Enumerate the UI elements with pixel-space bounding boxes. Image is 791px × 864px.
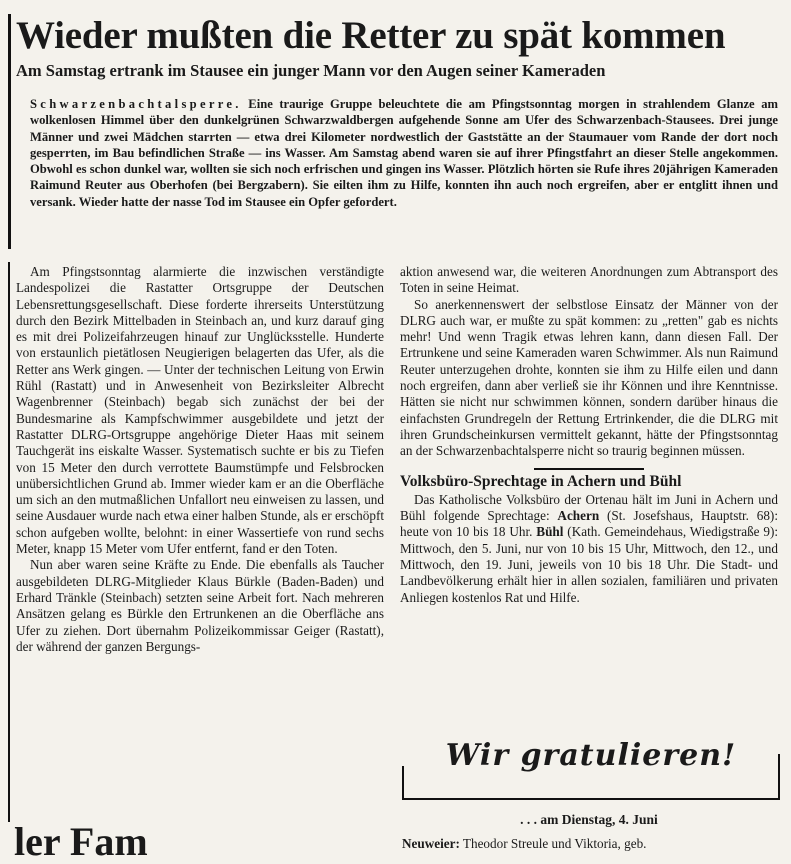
article-column-1	[16, 264, 384, 655]
congrats-place-label: Neuweier:	[402, 836, 460, 851]
notice-text: (St. Josefshaus, Hauptstr. 68): heute von 10 bis 18 Uhr.	[400, 508, 778, 540]
notice-title: Volksbüro-Sprechtage in Achern und Bühl	[400, 472, 682, 490]
congrats-box	[402, 738, 780, 800]
notice-body	[400, 492, 778, 606]
notice-achern-label: Achern	[557, 508, 600, 524]
column-rule-left-lower	[8, 262, 10, 822]
next-article-heading-fragment: ler Fam	[14, 819, 148, 864]
article-headline: Wieder mußten die Retter zu spät kommen	[16, 14, 726, 57]
article-lead	[30, 96, 778, 210]
article-subheadline: Am Samstag ertrank im Stausee ein junger Mann vor den Augen seiner Kameraden	[16, 61, 606, 80]
lead-text: Eine traurige Gruppe beleuchtete die am Pfingstsonntag morgen in strahlendem Glanze am wolkenlosen Himmel über den dunkelgrünen Schwarzwaldbergen aufgehende Sonne am Ufer des Schwarzenbach-Stausees. Drei junge Männer und zwei Mädchen starrten — etwa drei Kilometer nordwestlich der Gaststätte an der Staumauer vom Rande der dort noch gesperrten, im Bau befindlichen Straße — ins Wasser. Am Samstag abend waren sie auf ihrer Pfingstfahrt an dieser Stelle angekommen. Obwohl es schon dunkel war, wollten sie sich noch erfrischen und gingen ins Wasser. Plötzlich hörten sie Rufe ihres 20jährigen Kameraden Raimund Reuter aus Oberhofen (bei Bergzabern). Sie eilten ihm zu Hilfe, konnten ihn auch noch ergreifen, aber er entglitt ihnen und versank. Wieder hatte der nasse Tod im Stausee ein Opfer gefordert.	[30, 97, 778, 209]
congrats-date-line: . . . am Dienstag, 4. Juni	[520, 812, 658, 827]
congrats-entry	[402, 836, 782, 852]
notice-text: (Kath. Gemeindehaus, Wiedigstraße 9): Mittwoch, den 5. Juni, nur von 10 bis 15 Uhr, Mittwoch, den 12., und Mittwoch, den 19. Juni, jeweils von 10 bis 18 Uhr. Die Stadt- und Landbevölkerung erhält hier in allen sozialen, familiären und privaten Anliegen kostenlos Rat und Hilfe.	[400, 524, 779, 605]
article-paragraph: aktion anwesend war, die weiteren Anordnungen zum Abtransport des Toten in seine Heimat.	[400, 264, 778, 296]
column-rule-left	[8, 14, 11, 249]
notice-text: Das Katholische Volksbüro der Ortenau hält im Juni in Achern und Bühl folgende Sprechtage:	[400, 491, 778, 524]
article-paragraph: Am Pfingstsonntag alarmierte die inzwischen verständigte Landespolizei die Rastatter Ortsgruppe der Deutschen Lebensrettungsgesellschaft. Diese forderte ihrerseits Unterstützung durch den Bezirk Mittelbaden in Steinbach an, und kurz darauf ging es mit drei Polizeifahrzeugen hinauf zur Unglücksstelle. Hunderte von erstaunlich pietätlosen Neugierigen belagerten das Ufer, als die Retter ans Werk gingen. — Unter der technischen Leitung von Erwin Rühl (Rastatt) und in Anwesenheit von Bezirksleiter Albrecht Wagenbrenner (Steinbach) begab sich zunächst der bei der Bundesmarine als Kampfschwimmer ausgebildete und jetzt der Rastatter DLRG-Ortsgruppe angehörige Dieter Haas mit seinem Tauchgerät ins eiskalte Wasser. Systematisch suchte er bis zu Tiefen von 15 Meter den durch verrottete Baumstümpfe und Felsbrocken unübersichtlichen Grund ab. Immer wieder kam er an die Oberfläche um sich an den mutmaßlichen Unfallort neu einweisen zu lassen, und seine Ausdauer wurde nach etwa einer halben Stunde, als er erschöpft schon aufgeben wollte, belohnt: in einer Wassertiefe von rund sechs Meter, knapp 15 Meter vom Ufer entfernt, fand er den Toten.	[16, 264, 385, 557]
section-divider	[534, 468, 644, 470]
congrats-entry-text: Theodor Streule und Viktoria, geb.	[462, 836, 647, 851]
article-paragraph: So anerkennenswert der selbstlose Einsatz der Männer von der DLRG auch war, er mußte zu spät kommen: zu „retten" gab es nichts mehr! Und wenn Tragik etwas lehren kann, dann diesen Fall. Der Ertrunkene und seine Kameraden waren Schwimmer. Als nun Raimund Reuter unterzugehen drohte, konnten sie ihm zu Hilfe eilen und dann noch ergreifen, dann aber verließ sie ihr Können und ihre Kenntnisse. Hätten sie nicht nur schwimmen können, sondern darüber hinaus die einfachsten Grundregeln der Rettung Ertrinkender, die die DLRG mit ihren Grundscheinkursen vermittelt gekannt, hätte der Pfingstsonntag an der Schwarzenbachtalsperre nicht so traurig beginnen müssen.	[400, 296, 778, 459]
article-column-2	[400, 264, 778, 606]
lead-place: Schwarzenbachtalsperre.	[30, 97, 242, 111]
congrats-title: Wir gratulieren!	[445, 738, 737, 773]
article-paragraph: Nun aber waren seine Kräfte zu Ende. Die ebenfalls als Taucher ausgebildeten DLRG-Mitglieder Klaus Bürkle (Baden-Baden) und Erhard Tränkle (Steinbach) setzten seine Arbeit fort. Nach mehreren Ansätzen gelang es Bürkle den Ertrunkenen an die Oberfläche ans Ufer zu ziehen. Dort übernahm Polizeikommissar Geiger (Rastatt), der während der ganzen Bergungs-	[16, 557, 384, 654]
notice-buehl-label: Bühl	[536, 524, 564, 540]
